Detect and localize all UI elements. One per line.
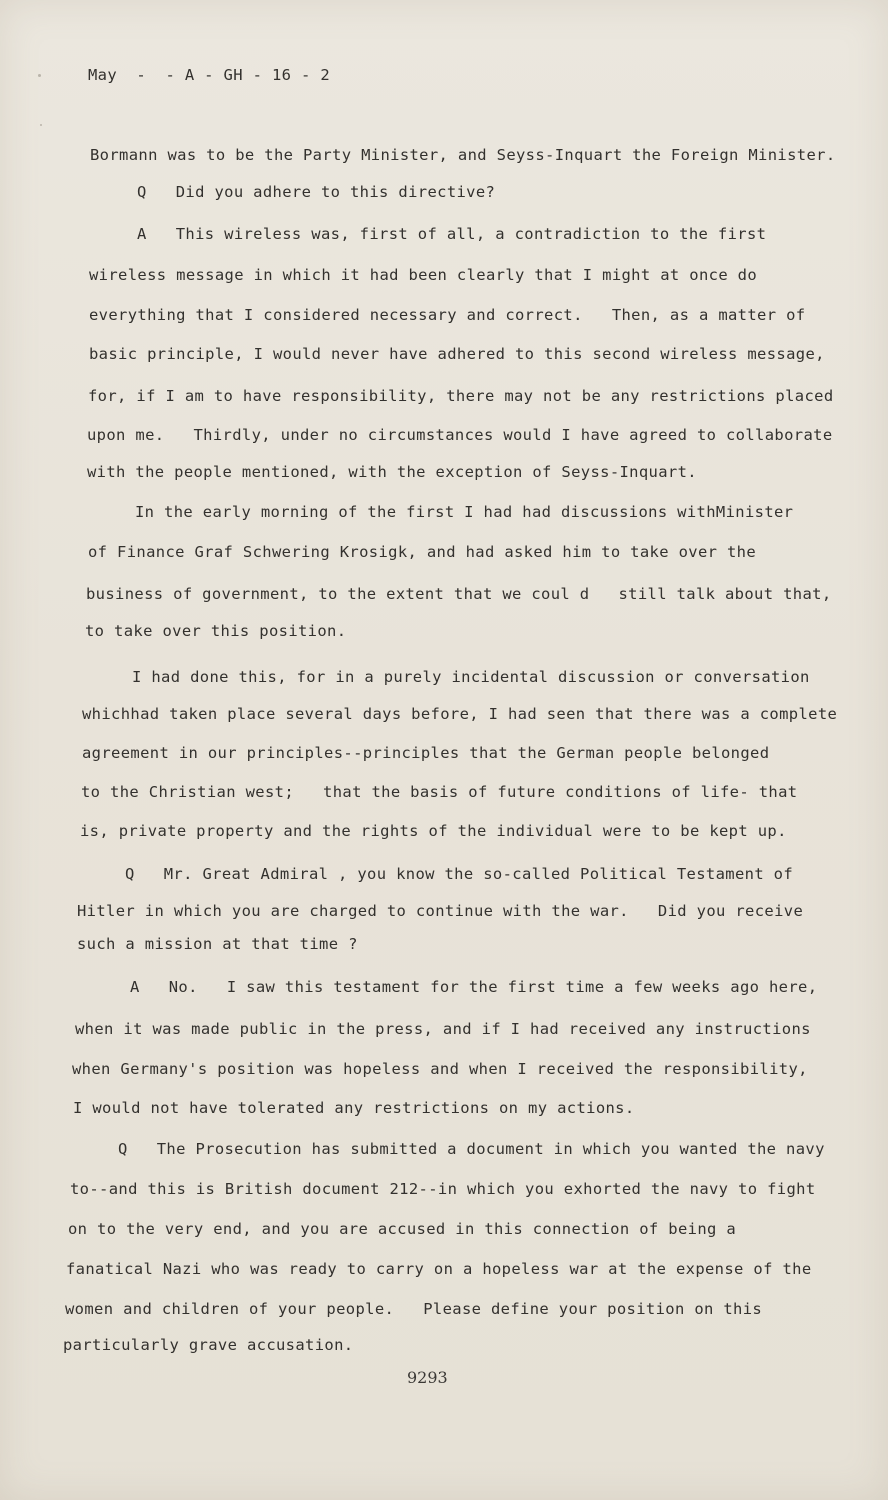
text-line: Bormann was to be the Party Minister, and Seyss-Inquart the Foreign Minister. [90, 146, 836, 164]
text-line: fanatical Nazi who was ready to carry on a hopeless war at the expense of the [66, 1260, 812, 1278]
text-line: women and children of your people. Please define your position on this [65, 1300, 763, 1318]
text-line: to--and this is British document 212--in which you exhorted the navy to fight [70, 1180, 816, 1198]
page-number: 9293 [407, 1368, 448, 1387]
text-line: to take over this position. [85, 622, 347, 640]
text-line: Q Did you adhere to this directive? [137, 183, 496, 201]
text-line: is, private property and the rights of the individual were to be kept up. [80, 822, 787, 840]
paper-speck [38, 74, 41, 77]
text-line: whichhad taken place several days before, I had seen that there was a complete [82, 705, 838, 723]
text-line: when Germany's position was hopeless and when I received the responsibility, [72, 1060, 808, 1078]
text-line: In the early morning of the first I had had discussions withMinister [135, 503, 794, 521]
text-line: with the people mentioned, with the exception of Seyss-Inquart. [87, 463, 697, 481]
text-line: on to the very end, and you are accused in this connection of being a [68, 1220, 737, 1238]
text-line: for, if I am to have responsibility, there may not be any restrictions placed [88, 387, 834, 405]
text-line: A This wireless was, first of all, a contradiction to the first [137, 225, 767, 243]
text-line: basic principle, I would never have adhered to this second wireless message, [89, 345, 825, 363]
text-line: upon me. Thirdly, under no circumstances would I have agreed to collaborate [87, 426, 833, 444]
text-line: when it was made public in the press, and if I had received any instructions [75, 1020, 811, 1038]
text-line: agreement in our principles--principles that the German people belonged [82, 744, 770, 762]
text-line: A No. I saw this testament for the first time a few weeks ago here, [130, 978, 818, 996]
text-line: Q Mr. Great Admiral , you know the so-called Political Testament of [125, 865, 794, 883]
text-line: I would not have tolerated any restrictions on my actions. [73, 1099, 635, 1117]
text-line: business of government, to the extent that we coul d still talk about that, [86, 585, 832, 603]
text-line: everything that I considered necessary and correct. Then, as a matter of [89, 306, 806, 324]
text-line: I had done this, for in a purely incidental discussion or conversation [132, 668, 810, 686]
paper-speck [40, 124, 42, 126]
text-line: to the Christian west; that the basis of future conditions of life- that [81, 783, 798, 801]
text-line: such a mission at that time ? [77, 935, 358, 953]
text-line: particularly grave accusation. [63, 1336, 354, 1354]
text-line: Hitler in which you are charged to continue with the war. Did you receive [77, 902, 804, 920]
text-line: wireless message in which it had been clearly that I might at once do [89, 266, 758, 284]
page-header: May - - A - GH - 16 - 2 [88, 66, 331, 84]
text-line: of Finance Graf Schwering Krosigk, and had asked him to take over the [88, 543, 757, 561]
text-line: Q The Prosecution has submitted a document in which you wanted the navy [118, 1140, 825, 1158]
